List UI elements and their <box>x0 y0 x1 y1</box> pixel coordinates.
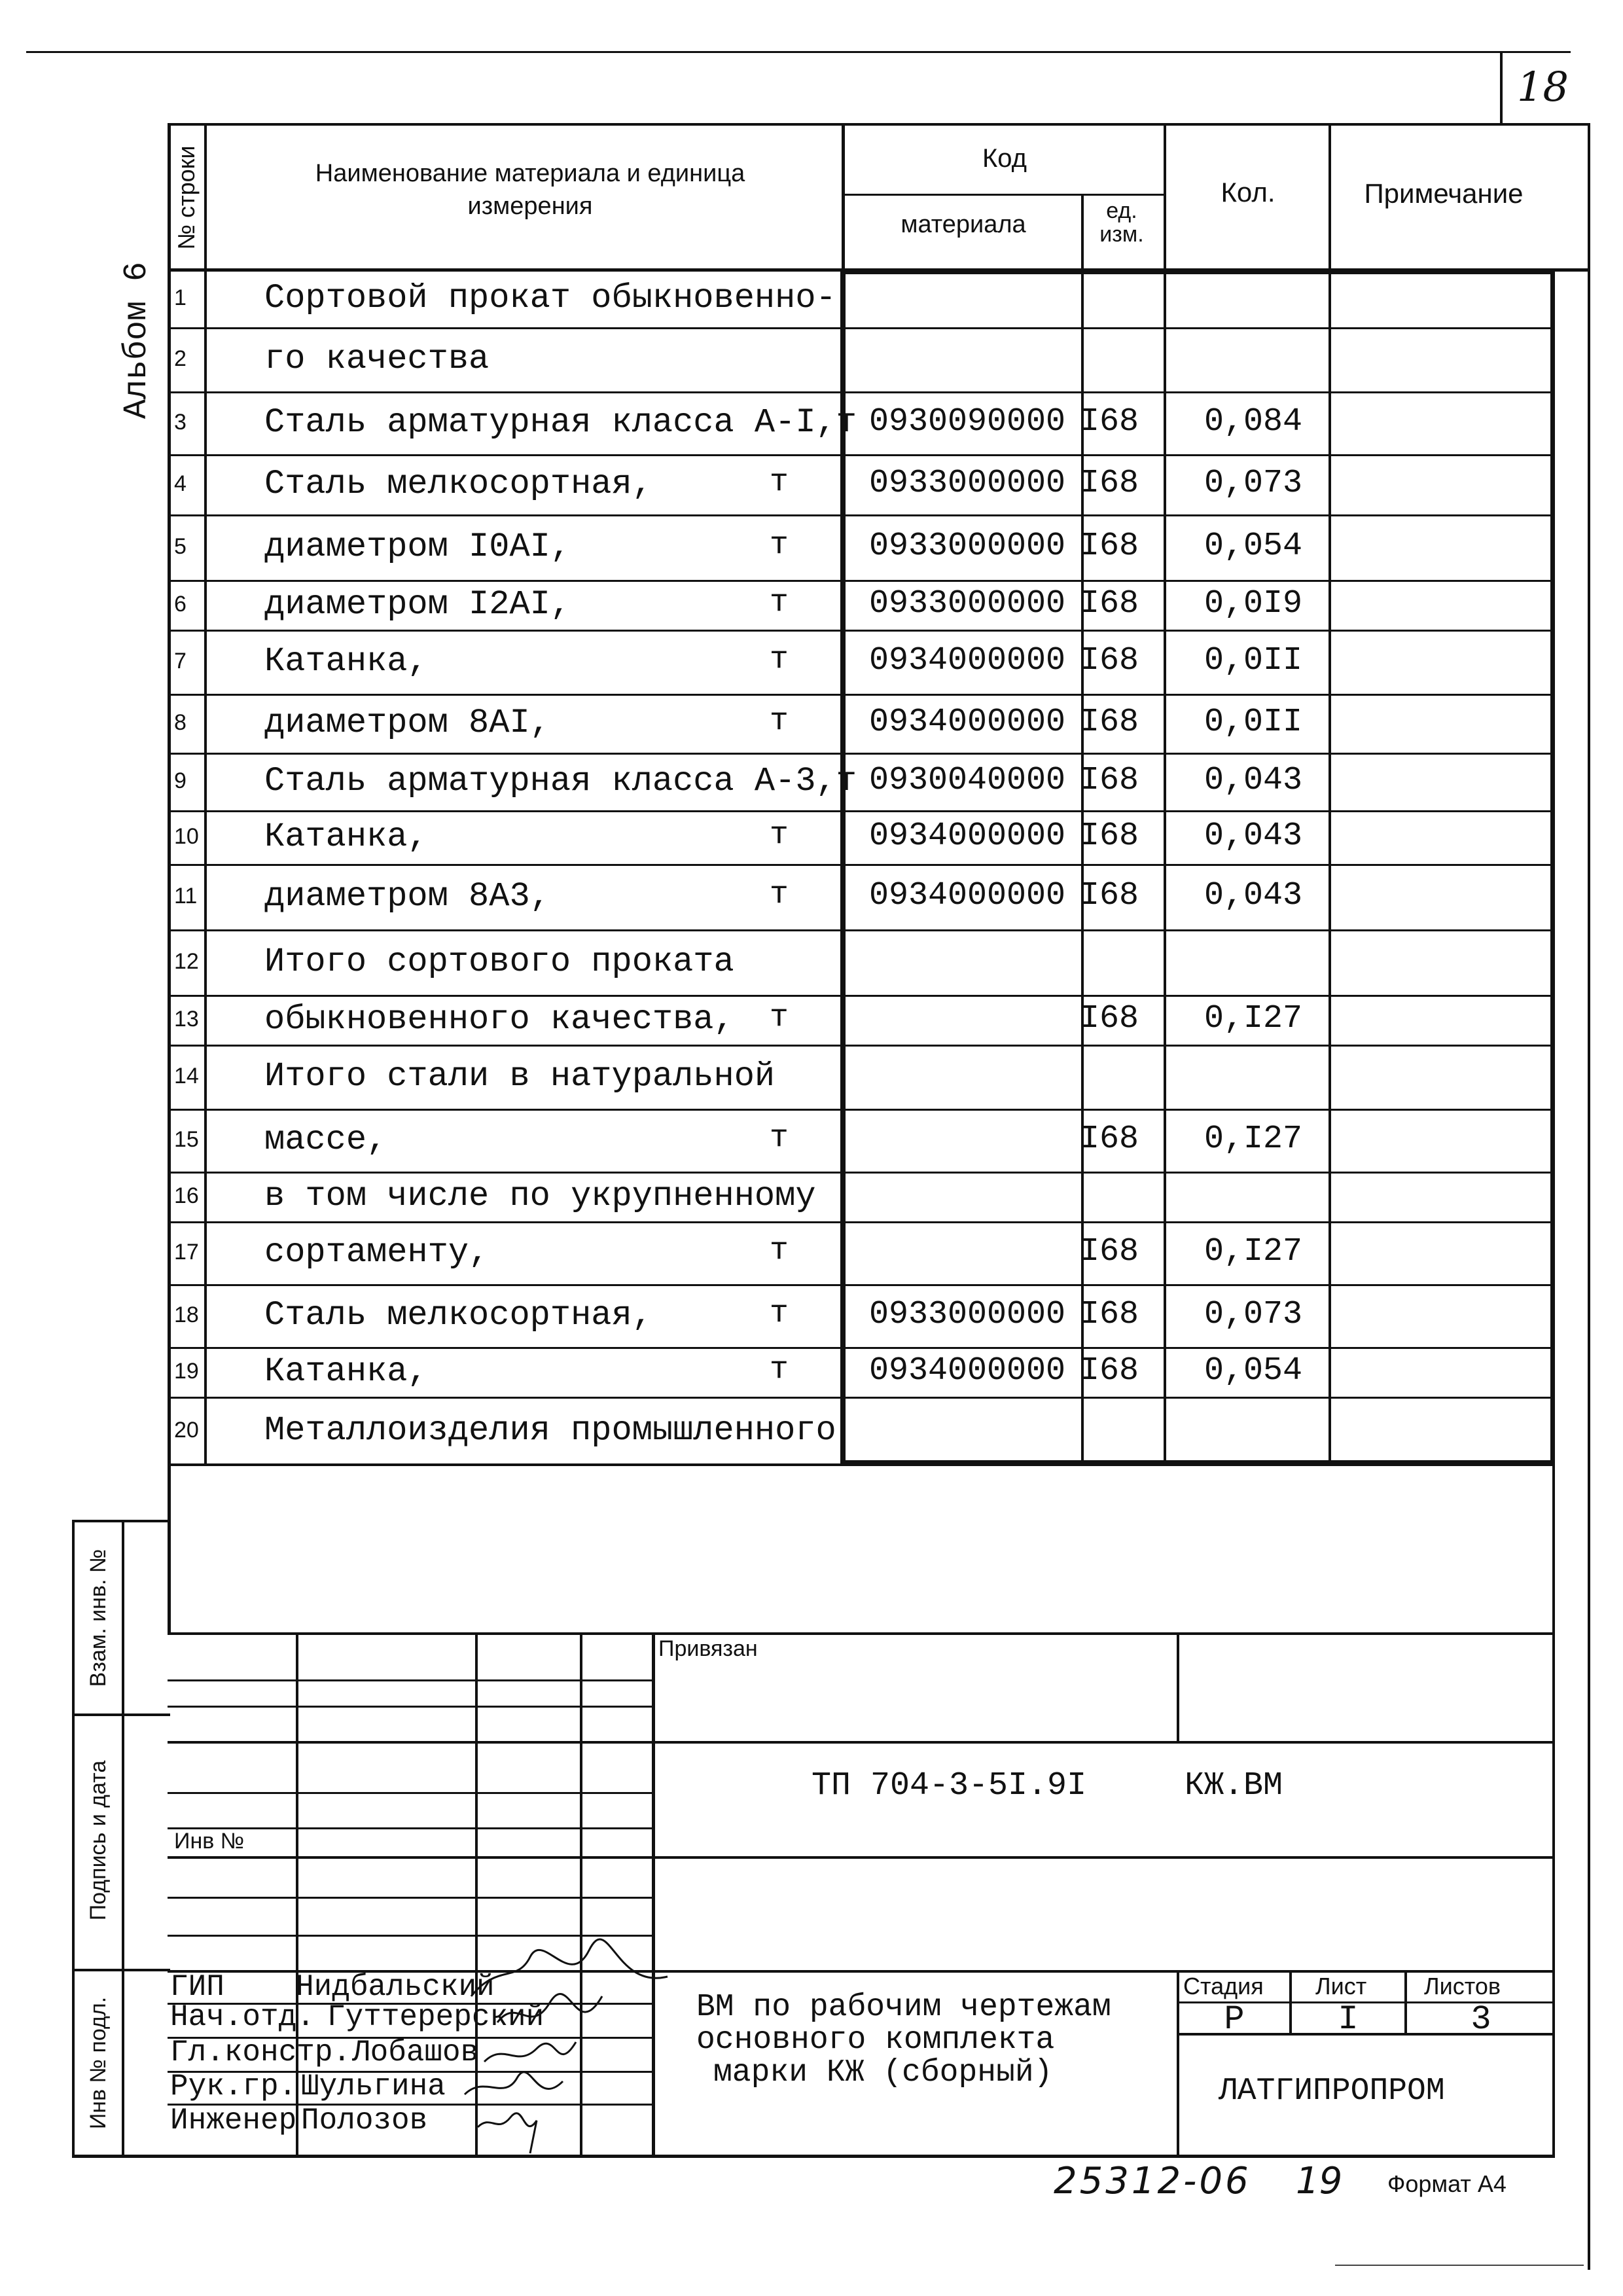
stage-label: Стадия <box>1183 1973 1264 2000</box>
quantity: 0,I27 <box>1204 1000 1303 1037</box>
quantity: 0,054 <box>1204 1352 1303 1390</box>
row-number: 16 <box>174 1183 199 1208</box>
side-stamp-mid <box>122 1520 124 2157</box>
header-code: Код <box>982 144 1027 173</box>
document-mark: КЖ.ВМ <box>1185 1767 1283 1804</box>
material-unit: т <box>770 817 789 853</box>
material-name: массе, <box>264 1121 387 1159</box>
material-name: диаметром 8А3, <box>264 877 550 916</box>
unit-code: I68 <box>1080 1000 1139 1037</box>
sheets-value: 3 <box>1471 2000 1491 2039</box>
side-label-inv-orig: Инв № подл. <box>86 1996 111 2130</box>
staff-role-5: Инженер <box>170 2104 297 2138</box>
row-divider <box>168 810 1555 812</box>
row-number: 5 <box>174 534 187 559</box>
row-number: 9 <box>174 768 187 793</box>
inv-no-label: Инв № <box>174 1829 245 1854</box>
row-divider <box>168 391 1555 393</box>
bottom-dash-line <box>1335 2265 1584 2266</box>
row-number: 7 <box>174 649 187 673</box>
row-divider <box>168 1347 1555 1349</box>
row-divider <box>168 929 1555 931</box>
table-left-line <box>168 123 171 1635</box>
material-unit: т <box>770 877 789 912</box>
tb-line-bottom <box>72 2155 1555 2158</box>
material-unit: т <box>770 1296 789 1331</box>
quantity: 0,084 <box>1204 403 1303 440</box>
sheet-value: I <box>1338 2000 1359 2039</box>
material-name: Итого стали в натуральной <box>264 1057 776 1096</box>
tb-col-6 <box>1177 1970 1179 2156</box>
material-name: Металлоизделия промышленного <box>264 1411 836 1450</box>
row-number: 11 <box>174 884 198 908</box>
description-line-2: основного комплекта <box>696 2022 1055 2058</box>
row-divider <box>168 327 1555 329</box>
unit-code: I68 <box>1080 585 1139 622</box>
unit-code: I68 <box>1080 1352 1139 1390</box>
material-unit: т <box>770 1000 789 1035</box>
row-number: 12 <box>174 949 199 974</box>
material-unit: т <box>770 1233 789 1268</box>
material-name: Катанка, <box>264 1352 428 1391</box>
quantity: 0,043 <box>1204 762 1303 799</box>
description-line-3: марки КЖ (сборный) <box>713 2055 1053 2090</box>
unit-code: I68 <box>1080 403 1139 440</box>
code-subheader-line <box>843 194 1165 196</box>
top-border-line <box>26 51 1571 53</box>
quantity: 0,0II <box>1204 642 1303 679</box>
row-number: 17 <box>174 1240 199 1265</box>
row-divider <box>168 995 1555 997</box>
material-code: 0934000000 <box>869 877 1066 914</box>
sheets-label: Листов <box>1424 1973 1501 2000</box>
archive-number: 25312-06 <box>1054 2160 1251 2202</box>
row-number: 3 <box>174 410 187 435</box>
tb-col-5 <box>1177 1632 1179 1744</box>
row-divider <box>168 1397 1555 1399</box>
quantity: 0,0II <box>1204 704 1303 741</box>
material-unit: т <box>770 528 789 563</box>
row-divider <box>168 580 1555 582</box>
row-divider <box>168 1045 1555 1047</box>
quantity: 0,I27 <box>1204 1121 1303 1158</box>
row-divider <box>168 1109 1555 1111</box>
staff-name-1: Нидбальский <box>296 1970 495 2004</box>
unit-code: I68 <box>1080 877 1139 914</box>
header-row-number: № строки <box>173 145 200 250</box>
row-number: 13 <box>174 1007 199 1031</box>
material-name: в том числе по укрупненному <box>264 1177 816 1215</box>
quantity: 0,043 <box>1204 877 1303 914</box>
unit-code: I68 <box>1080 817 1139 855</box>
table-bottom-line <box>168 1463 1555 1466</box>
quantity: 0,0I9 <box>1204 585 1303 622</box>
sheet-number-box-left <box>1500 51 1503 123</box>
row-number: 8 <box>174 710 187 735</box>
row-divider <box>168 514 1555 516</box>
staff-name-3: Лобашов <box>352 2036 479 2070</box>
material-code: 0933000000 <box>869 1296 1066 1333</box>
material-unit: т <box>770 1121 789 1156</box>
quantity: 0,I27 <box>1204 1233 1303 1270</box>
material-code: 0934000000 <box>869 1352 1066 1390</box>
material-name: Сортовой прокат обыкновенно- <box>264 279 836 317</box>
material-unit: т <box>770 1352 789 1388</box>
row-divider <box>168 1221 1555 1223</box>
material-code: 0933000000 <box>869 528 1066 565</box>
material-name: диаметром 8AI, <box>264 704 550 742</box>
staff-role-4: Рук.гр. <box>170 2070 297 2104</box>
header-quantity: Кол. <box>1221 177 1275 207</box>
unit-code: I68 <box>1080 528 1139 565</box>
row-divider <box>168 454 1555 456</box>
material-code: 0933000000 <box>869 465 1066 502</box>
unit-code: I68 <box>1080 762 1139 799</box>
material-name: Сталь арматурная класса А-I,т <box>264 403 857 442</box>
unit-code: I68 <box>1080 1296 1139 1333</box>
unit-code: I68 <box>1080 642 1139 679</box>
table-top-line <box>168 123 1590 126</box>
organization: ЛАТГИПРОПРОМ <box>1219 2073 1445 2109</box>
material-unit: т <box>770 585 789 620</box>
side-label-sign-date: Подпись и дата <box>86 1760 111 1921</box>
row-divider <box>168 630 1555 632</box>
staff-name-5: Полозов <box>301 2104 428 2138</box>
format-label: Формат А4 <box>1387 2170 1507 2197</box>
quantity: 0,054 <box>1204 528 1303 565</box>
material-name: диаметром I0AI, <box>264 528 571 566</box>
material-name: Сталь мелкосортная, <box>264 1296 652 1335</box>
row-number: 19 <box>174 1359 199 1384</box>
material-code: 0933000000 <box>869 585 1066 622</box>
quantity: 0,073 <box>1204 1296 1303 1333</box>
row-divider <box>168 753 1555 755</box>
header-code-material: материала <box>901 211 1026 238</box>
row-divider <box>168 864 1555 866</box>
row-number: 10 <box>174 824 199 849</box>
quantity: 0,073 <box>1204 465 1303 502</box>
quantity: 0,043 <box>1204 817 1303 855</box>
unit-code: I68 <box>1080 704 1139 741</box>
frame-right-line <box>1588 123 1590 2270</box>
linked-label: Привязан <box>658 1636 758 1661</box>
material-name: Сталь арматурная класса А-3,т <box>264 762 857 800</box>
side-label-inv-replace: Взам. инв. № <box>86 1549 111 1687</box>
tb-line-7 <box>168 1856 1555 1859</box>
staff-name-2: Гуттерерский <box>327 2000 544 2034</box>
row-number: 2 <box>174 346 187 371</box>
staff-role-1: ГИП <box>170 1970 224 2004</box>
material-name: Итого сортового проката <box>264 942 734 981</box>
tb-line-4 <box>168 1741 1555 1744</box>
unit-code: I68 <box>1080 1121 1139 1158</box>
stage-value: Р <box>1224 2000 1245 2039</box>
material-name: Сталь мелкосортная, <box>264 465 652 503</box>
staff-name-4: Шульгина <box>301 2070 446 2104</box>
side-stamp-left <box>72 1520 75 2157</box>
material-name: го качества <box>264 340 490 378</box>
side-stamp-div-2 <box>72 1969 170 1971</box>
material-code: 0934000000 <box>869 642 1066 679</box>
row-divider <box>168 1172 1555 1174</box>
unit-code: I68 <box>1080 1233 1139 1270</box>
row-number: 15 <box>174 1127 199 1152</box>
material-name: Катанка, <box>264 642 428 681</box>
table-right-line-lower <box>1552 1463 1555 2157</box>
row-number: 4 <box>174 471 187 496</box>
description-line-1: ВМ по рабочим чертежам <box>696 1990 1111 2025</box>
material-unit: т <box>770 642 789 677</box>
header-code-unit: ед. изм. <box>1099 198 1144 247</box>
album-label: Альбом 6 <box>118 261 156 420</box>
row-divider <box>168 1284 1555 1286</box>
material-code: 0934000000 <box>869 704 1066 741</box>
side-stamp-top <box>72 1520 170 1522</box>
material-unit: т <box>770 465 789 500</box>
row-number: 20 <box>174 1418 199 1443</box>
material-unit: т <box>770 704 789 739</box>
sheet-number: 18 <box>1517 63 1569 111</box>
page-number: 19 <box>1296 2160 1343 2202</box>
staff-role-2: Нач.отд. <box>170 2000 315 2034</box>
material-name: обыкновенного качества, <box>264 1000 734 1039</box>
material-name: Катанка, <box>264 817 428 856</box>
material-code: 0930040000 <box>869 762 1066 799</box>
row-number: 14 <box>174 1064 199 1088</box>
row-number: 18 <box>174 1302 199 1327</box>
material-code: 0930090000 <box>869 403 1066 440</box>
staff-role-3: Гл.констр. <box>170 2036 351 2070</box>
header-note: Примечание <box>1364 178 1524 209</box>
material-name: диаметром I2AI, <box>264 585 571 624</box>
signatures <box>458 1937 681 2160</box>
document-code: ТП 704-3-5I.9I <box>812 1767 1087 1804</box>
material-code: 0934000000 <box>869 817 1066 855</box>
side-stamp-div-1 <box>72 1713 170 1716</box>
material-name: сортаменту, <box>264 1233 490 1272</box>
col-line-rowno <box>204 123 207 1465</box>
header-material-name: Наименование материала и единица измерения <box>315 160 745 220</box>
sheet-label: Лист <box>1315 1973 1367 2000</box>
tb-line-top <box>168 1632 1555 1635</box>
row-number: 1 <box>174 285 187 310</box>
row-divider <box>168 694 1555 696</box>
row-number: 6 <box>174 592 187 617</box>
unit-code: I68 <box>1080 465 1139 502</box>
